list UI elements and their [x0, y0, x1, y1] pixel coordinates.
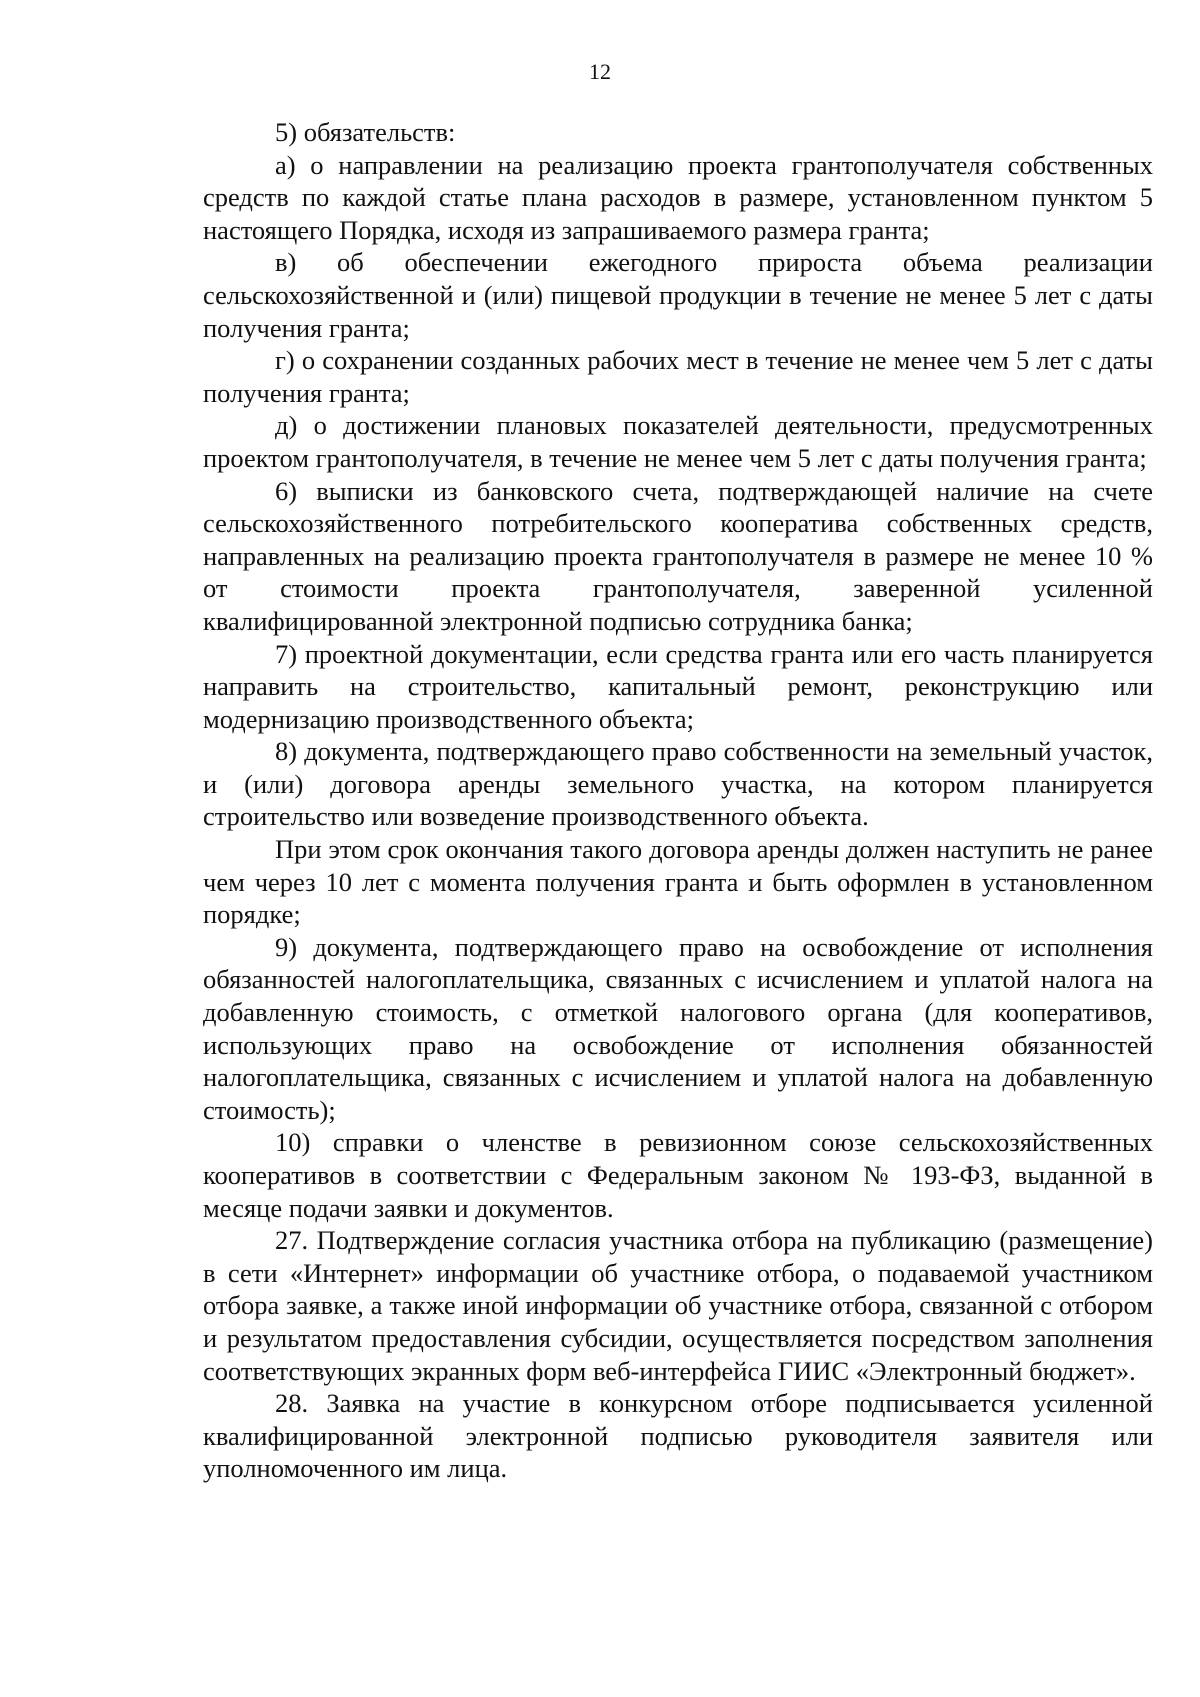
paragraph-item-10: 10) справки о членстве в ревизионном союзе сельскохозяйственных кооперативов в соответствии с Федеральным законом № 193-ФЗ, выданной в месяце подачи заявки и документов.: [203, 1127, 1153, 1223]
document-body: [203, 116, 1153, 1485]
paragraph-obligation-g: г) о сохранении созданных рабочих мест в течение не менее чем 5 лет с даты получения гранта;: [203, 345, 1153, 408]
paragraph-item-8: 8) документа, подтверждающего право собственности на земельный участок, и (или) договора аренды земельного участка, на котором планируется строительство или возведение производственного объекта.: [203, 736, 1153, 832]
paragraph-obligation-a: а) о направлении на реализацию проекта грантополучателя собственных средств по каждой статье плана расходов в размере, установленном пунктом 5 настоящего Порядка, исходя из запрашиваемого размера гранта;: [203, 149, 1153, 245]
page-number: 12: [589, 59, 611, 84]
paragraph-obligation-d: д) о достижении плановых показателей деятельности, предусмотренных проектом грантополучателя, в течение не менее чем 5 лет с даты получения гранта;: [203, 410, 1153, 473]
paragraph-item-9: 9) документа, подтверждающего право на освобождение от исполнения обязанностей налогоплательщика, связанных с исчислением и уплатой налога на добавленную стоимость, с отметкой налогового органа (для кооперативов, использующих право на освобождение от исполнения обязанностей налогоплательщика, связанных с исчислением и уплатой налога на добавленную стоимость);: [203, 931, 1153, 1125]
paragraph-item-7: 7) проектной документации, если средства гранта или его часть планируется направить на строительство, капитальный ремонт, реконструкцию или модернизацию производственного объекта;: [203, 638, 1153, 734]
paragraph-lease-term: При этом срок окончания такого договора аренды должен наступить не ранее чем через 10 лет с момента получения гранта и быть оформлен в установленном порядке;: [203, 834, 1153, 930]
paragraph-obligation-v: в) об обеспечении ежегодного прироста объема реализации сельскохозяйственной и (или) пищевой продукции в течение не менее 5 лет с даты получения гранта;: [203, 247, 1153, 343]
paragraph-clause-27: 27. Подтверждение согласия участника отбора на публикацию (размещение) в сети «Интернет» информации об участнике отбора, о подаваемой участником отбора заявке, а также иной информации об участнике отбора, связанной с отбором и результатом предоставления субсидии, осуществляется посредством заполнения соответствующих экранных форм веб-интерфейса ГИИС «Электронный бюджет».: [203, 1225, 1153, 1386]
paragraph-clause-28: 28. Заявка на участие в конкурсном отборе подписывается усиленной квалифицированной электронной подписью руководителя заявителя или уполномоченного им лица.: [203, 1388, 1153, 1484]
paragraph-obligations-heading: 5) обязательств:: [275, 117, 456, 147]
paragraph-item-6: 6) выписки из банковского счета, подтверждающей наличие на счете сельскохозяйственного потребительского кооператива собственных средств, направленных на реализацию проекта грантополучателя в размере не менее 10 % от стоимости проекта грантополучателя, заверенной усиленной квалифицированной электронной подписью сотрудника банка;: [203, 475, 1153, 636]
